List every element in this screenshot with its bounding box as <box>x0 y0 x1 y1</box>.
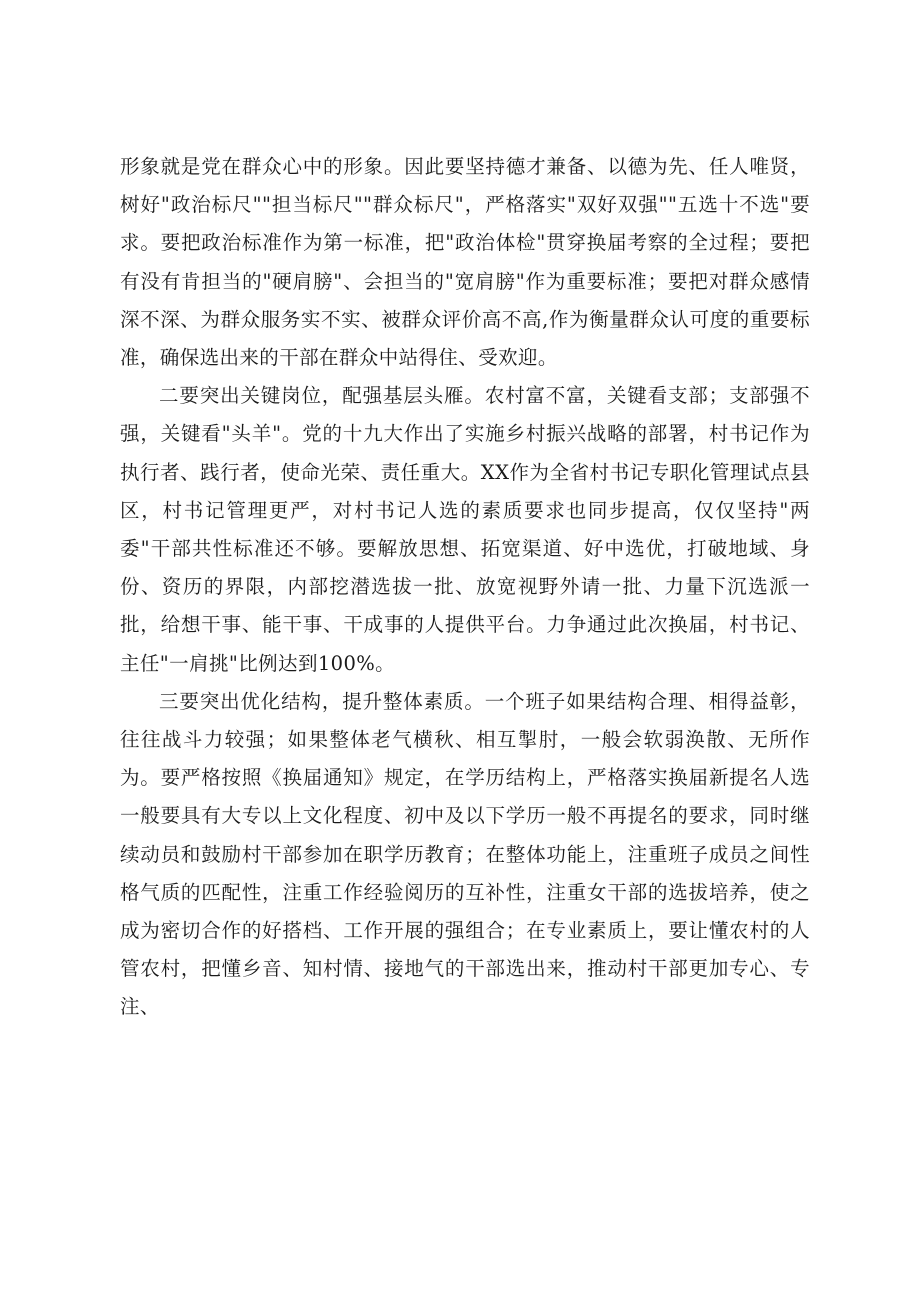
paragraph-1: 形象就是党在群众心中的形象。因此要坚持德才兼备、以德为先、任人唯贤，树好"政治标尺""担当标尺""群众标尺"，严格落实"双好双强""五选十不选"要求。要把政治标准作为第一标准，把"政治体检"贯穿换届考察的全过程；要把有没有肯担当的"硬肩膀"、会担当的"宽肩膀"作为重要标准；要把对群众感情深不深、为群众服务实不实、被群众评价高不高,作为衡量群众认可度的重要标准，确保选出来的干部在群众中站得住、受欢迎。 <box>120 155 810 370</box>
document-body <box>120 148 810 1027</box>
paragraph-2: 二要突出关键岗位，配强基层头雁。农村富不富，关键看支部；支部强不强，关键看"头羊"。党的十九大作出了实施乡村振兴战略的部署，村书记作为执行者、践行者，使命光荣、责任重大。XX作为全省村书记专职化管理试点县区，村书记管理更严，对村书记人选的素质要求也同步提高，仅仅坚持"两委"干部共性标准还不够。要解放思想、拓宽渠道、好中选优，打破地域、身份、资历的界限，内部挖潜选拔一批、放宽视野外请一批、力量下沉选派一批，给想干事、能干事、干成事的人提供平台。力争通过此次换届，村书记、主任"一肩挑"比例达到100%。 <box>120 384 810 675</box>
paragraph-3: 三要突出优化结构，提升整体素质。一个班子如果结构合理、相得益彰，往往战斗力较强；如果整体老气横秋、相互掣肘，一般会软弱涣散、无所作为。要严格按照《换届通知》规定，在学历结构上，严格落实换届新提名人选一般要具有大专以上文化程度、初中及以下学历一般不再提名的要求，同时继续动员和鼓励村干部参加在职学历教育；在整体功能上，注重班子成员之间性格气质的匹配性，注重工作经验阅历的互补性，注重女干部的选拔培养，使之成为密切合作的好搭档、工作开展的强组合；在专业素质上，要让懂农村的人管农村，把懂乡音、知村情、接地气的干部选出来，推动村干部更加专心、专注、 <box>120 689 810 1019</box>
